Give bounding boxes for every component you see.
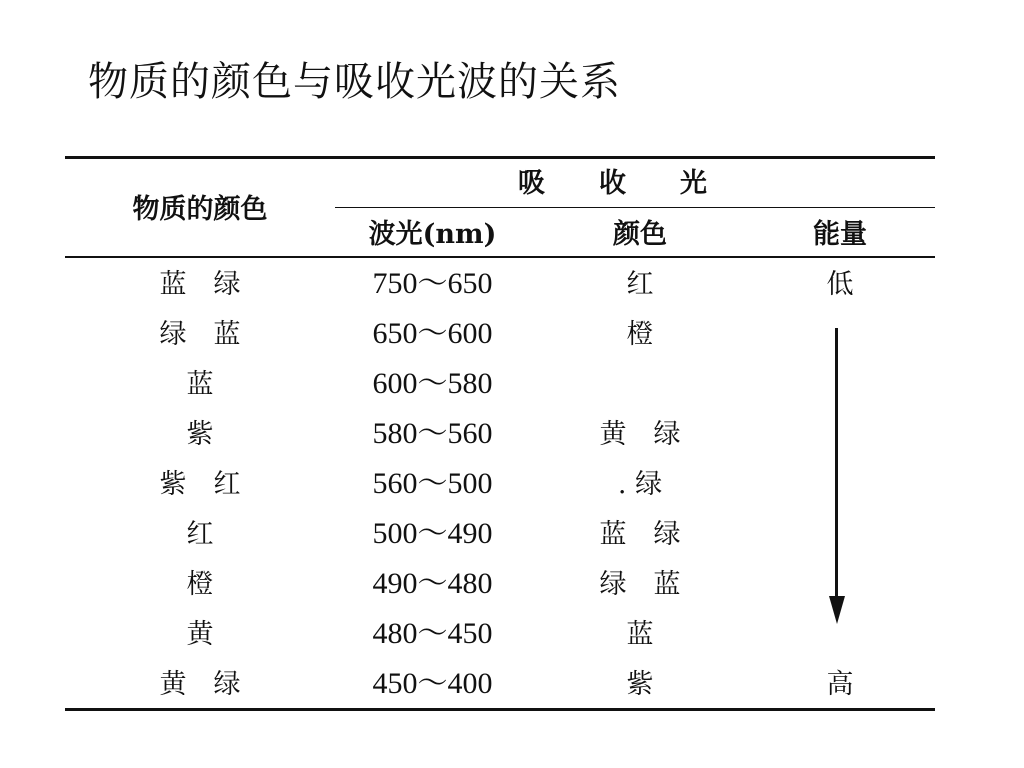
header-wavelength: 波光(nm)	[368, 219, 497, 250]
energy-high-label: 高	[826, 669, 854, 700]
substance-cell: 黄 绿	[159, 669, 241, 700]
arrow-head	[829, 596, 845, 624]
substance-cell: 紫 红	[159, 469, 241, 500]
wavelength-cell: 750～650	[372, 267, 493, 300]
substance-cell: 蓝 绿	[159, 269, 241, 300]
energy-low-label: 低	[826, 269, 854, 300]
wavelength-cell: 560～500	[372, 467, 493, 500]
light-color-cell: . 绿	[617, 469, 663, 500]
page-title: 物质的颜色与吸收光波的关系	[88, 59, 621, 105]
header-bottom-rule	[65, 256, 935, 258]
substance-cell: 橙	[186, 569, 214, 600]
header-light-color: 颜色	[613, 219, 667, 250]
wavelength-cell: 490～480	[372, 567, 493, 600]
light-color-cell: 红	[626, 269, 654, 300]
header-absorbed-light: 吸 收 光	[518, 168, 707, 199]
arrow-shaft	[835, 328, 838, 598]
substance-cell: 紫	[186, 419, 214, 450]
top-rule	[65, 156, 935, 159]
light-color-cell: 蓝 绿	[599, 519, 681, 550]
substance-cell: 黄	[186, 619, 214, 650]
light-color-cell: 黄 绿	[599, 419, 681, 450]
wavelength-cell: 450～400	[372, 667, 493, 700]
substance-cell: 红	[186, 519, 214, 550]
wavelength-cell: 580～560	[372, 417, 493, 450]
header-substance-color: 物质的颜色	[132, 194, 268, 225]
header-energy: 能量	[813, 219, 867, 250]
substance-cell: 绿 蓝	[159, 319, 241, 350]
wavelength-cell: 500～490	[372, 517, 493, 550]
light-color-cell: 蓝	[626, 619, 654, 650]
wavelength-cell: 480～450	[372, 617, 493, 650]
bottom-rule	[65, 708, 935, 711]
header-mid-rule	[335, 207, 935, 208]
light-color-cell: 橙	[626, 319, 654, 350]
wavelength-cell: 650～600	[372, 317, 493, 350]
substance-cell: 蓝	[186, 369, 214, 400]
light-color-cell: 绿 蓝	[599, 569, 681, 600]
wavelength-cell: 600～580	[372, 367, 493, 400]
light-color-cell: 紫	[626, 669, 654, 700]
